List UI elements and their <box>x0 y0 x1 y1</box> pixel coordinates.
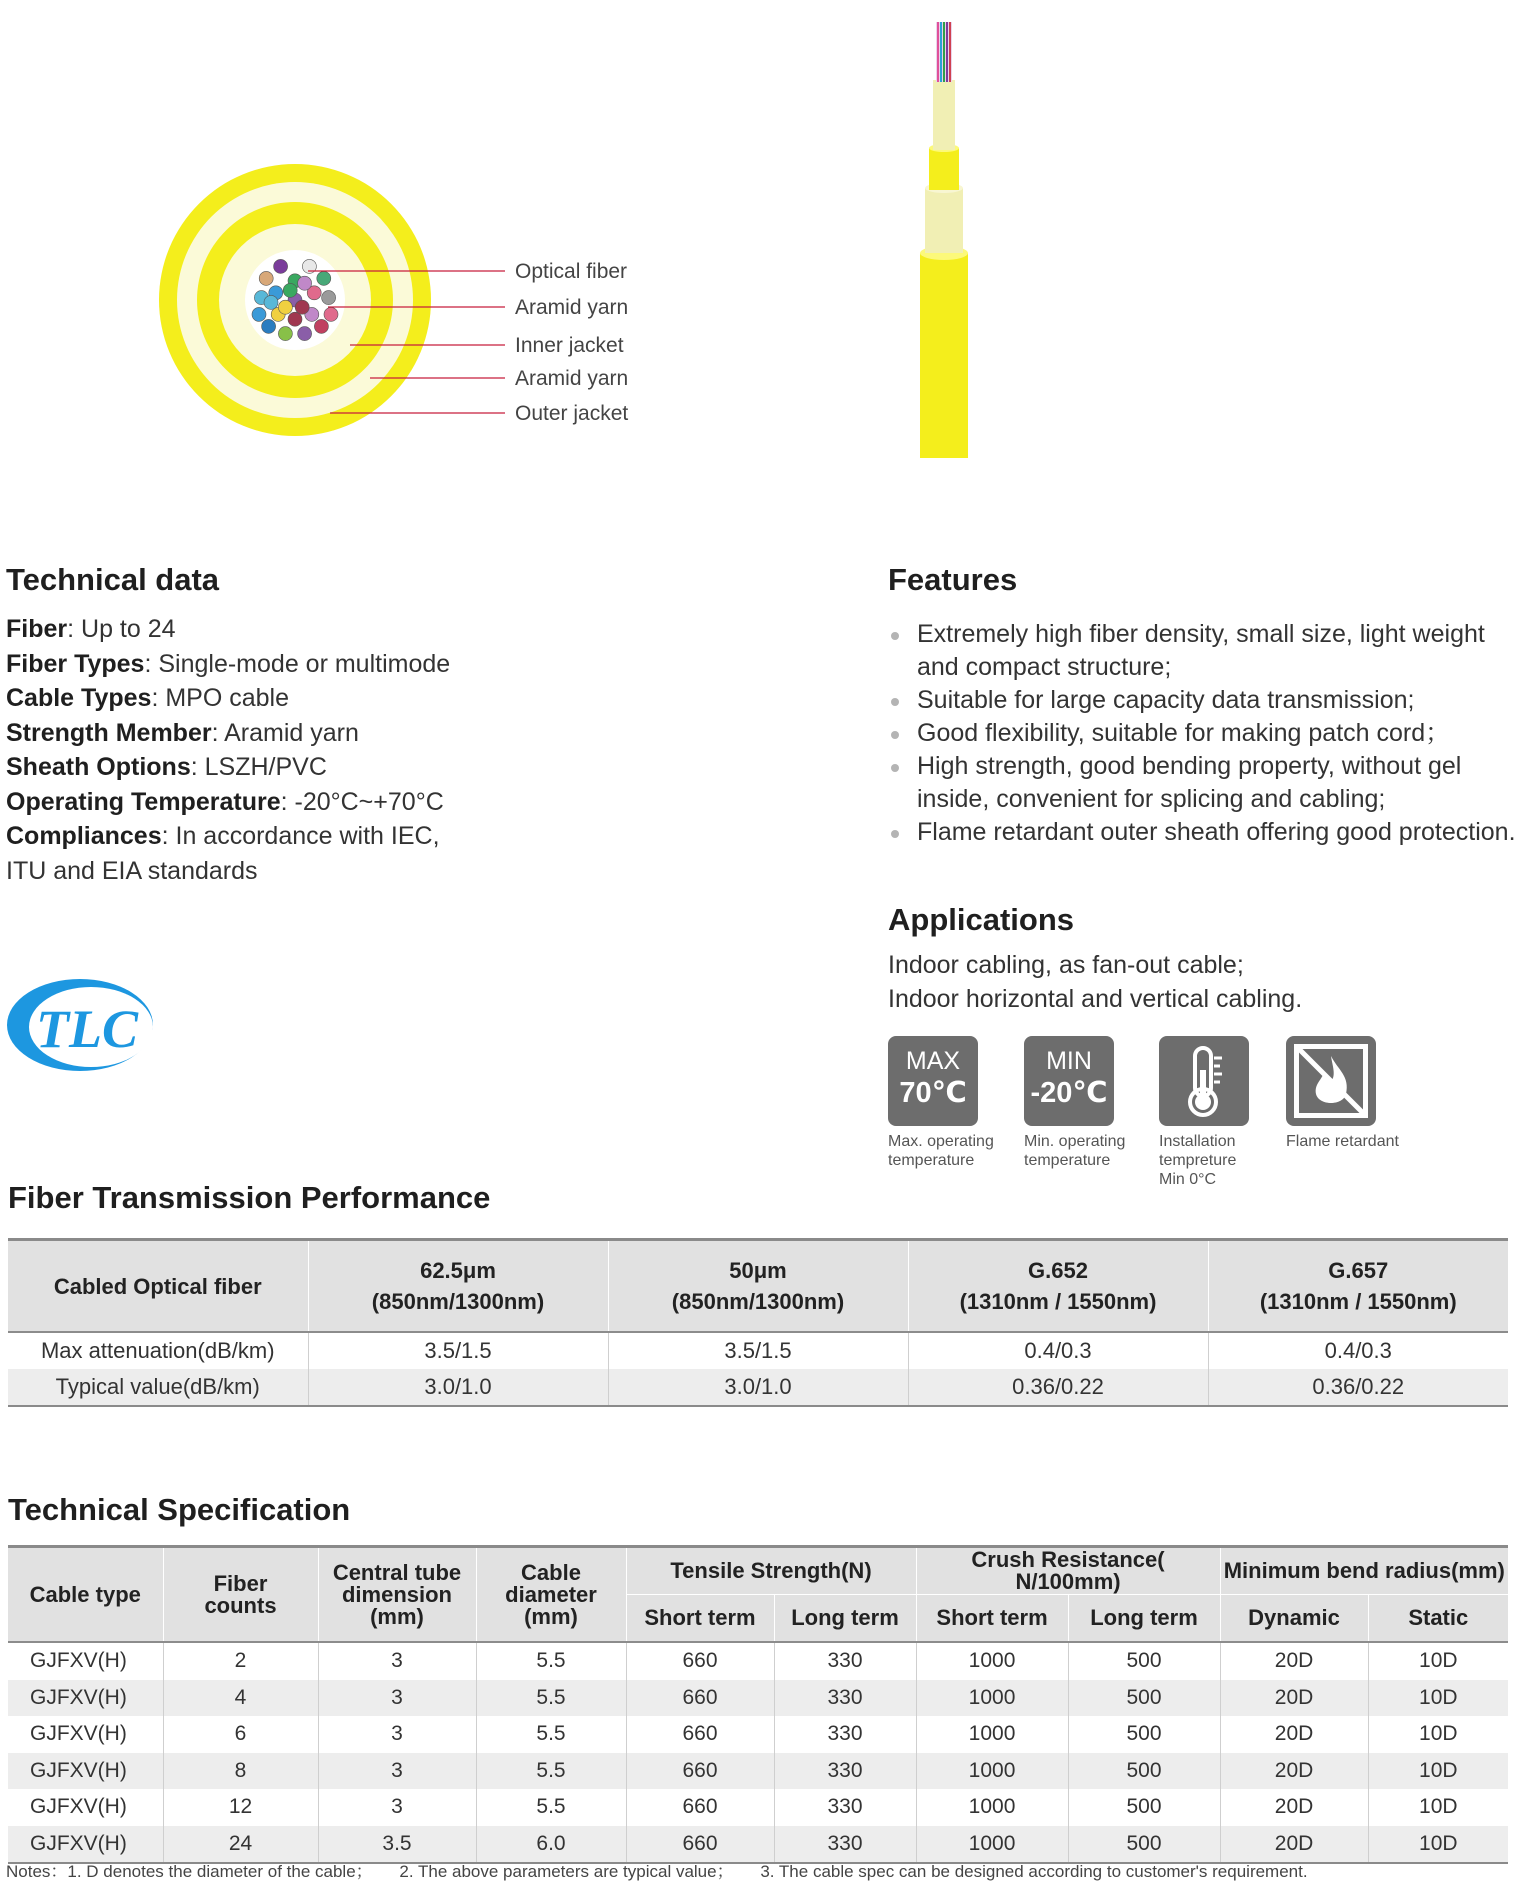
features-list <box>888 618 1528 849</box>
table-row <box>8 1753 1508 1790</box>
table-cell: 330 <box>774 1680 916 1717</box>
table-cell: 2 <box>163 1642 318 1680</box>
tech-data-item: Cable Types: MPO cable <box>6 684 289 712</box>
table-cell: 1000 <box>916 1642 1068 1680</box>
tech-data-item: Fiber: Up to 24 <box>6 615 176 643</box>
fiber-strand <box>283 283 297 297</box>
fiber-strand <box>264 295 278 309</box>
header-cable-type: Cable type <box>8 1547 163 1643</box>
label-optical-fiber: Optical fiber <box>515 260 628 283</box>
table-cell: 1000 <box>916 1753 1068 1790</box>
table-cell: 1000 <box>916 1716 1068 1753</box>
table-cell: 3.5 <box>318 1826 476 1864</box>
table-cell: 500 <box>1068 1642 1220 1680</box>
performance-header: G.652 (1310nm / 1550nm) <box>908 1240 1208 1333</box>
table-cell: 3.0/1.0 <box>608 1369 908 1406</box>
table-cell: 0.4/0.3 <box>908 1332 1208 1369</box>
technical-data-heading: Technical data <box>6 562 220 597</box>
table-cell: 330 <box>774 1753 916 1790</box>
table-row <box>8 1680 1508 1717</box>
header-tensile-long: Long term <box>774 1595 916 1643</box>
table-cell: GJFXV(H) <box>8 1826 163 1864</box>
table-cell: 10D <box>1368 1716 1508 1753</box>
header-min-bend-radius: Minimum bend radius(mm) <box>1220 1547 1508 1595</box>
application-line: Indoor cabling, as fan-out cable; <box>888 951 1244 979</box>
table-cell: 660 <box>626 1789 774 1826</box>
table-cell: 3.0/1.0 <box>308 1369 608 1406</box>
tech-data-item: Fiber Types: Single-mode or multimode <box>6 649 451 678</box>
table-cell: 20D <box>1220 1716 1368 1753</box>
header-central-tube: Central tube dimension (mm) <box>318 1547 476 1643</box>
compliances-continuation: ITU and EIA standards <box>6 856 258 885</box>
thermometer-icon <box>1159 1036 1249 1126</box>
max-temperature-icon: MAX 70℃ <box>888 1036 978 1126</box>
svg-text:TLC: TLC <box>36 999 138 1059</box>
feature-item: Flame retardant outer sheath offering good protection. <box>888 816 1528 849</box>
header-crush-long: Long term <box>1068 1595 1220 1643</box>
fiber-strand <box>317 271 331 285</box>
feature-item: High strength, good bending property, without gel inside, convenient for splicing and cabling; <box>888 750 1528 816</box>
table-cell: 6.0 <box>476 1826 626 1864</box>
features-heading: Features <box>888 562 1018 597</box>
install-temp-icon-card <box>1159 1036 1259 1189</box>
table-cell: 10D <box>1368 1680 1508 1717</box>
flame-retardant-icon <box>1286 1036 1376 1126</box>
cable-cross-section-diagram <box>140 155 660 445</box>
table-cell: 1000 <box>916 1826 1068 1864</box>
label-outer-jacket: Outer jacket <box>515 402 629 425</box>
table-cell: 330 <box>774 1789 916 1826</box>
table-cell: 0.36/0.22 <box>908 1369 1208 1406</box>
table-row <box>8 1716 1508 1753</box>
table-cell: 0.4/0.3 <box>1208 1332 1508 1369</box>
label-aramid-yarn-inner: Aramid yarn <box>515 296 629 319</box>
table-cell: 12 <box>163 1789 318 1826</box>
performance-header: G.657 (1310nm / 1550nm) <box>1208 1240 1508 1333</box>
performance-header: Cabled Optical fiber <box>8 1240 308 1333</box>
table-row <box>8 1789 1508 1826</box>
table-cell: 500 <box>1068 1789 1220 1826</box>
note-3: 3. The cable spec can be designed according to customer's requirement. <box>760 1862 1308 1881</box>
header-tensile-short: Short term <box>626 1595 774 1643</box>
table-cell: 5.5 <box>476 1753 626 1790</box>
max-temp-icon-card <box>888 1036 1028 1170</box>
feature-item: Suitable for large capacity data transmission; <box>888 684 1528 717</box>
min-temperature-icon: MIN -20℃ <box>1024 1036 1114 1126</box>
fiber-strand <box>298 276 312 290</box>
min-temp-icon-card <box>1024 1036 1164 1170</box>
table-cell: GJFXV(H) <box>30 1722 127 1746</box>
table-cell: 500 <box>1068 1716 1220 1753</box>
fiber-strand <box>324 307 338 321</box>
table-cell: 500 <box>1068 1826 1220 1864</box>
performance-heading: Fiber Transmission Performance <box>8 1180 491 1215</box>
applications-heading: Applications <box>888 902 1075 937</box>
features-section <box>888 562 1528 849</box>
table-cell: 1000 <box>916 1680 1068 1717</box>
table-row <box>8 1642 1508 1680</box>
table-cell: GJFXV(H) <box>8 1642 163 1680</box>
applications-section <box>888 902 1528 1016</box>
fiber-strand <box>262 319 276 333</box>
table-cell: 20D <box>1220 1789 1368 1826</box>
table-cell: 6 <box>163 1716 318 1753</box>
table-cell: 10D <box>1368 1753 1508 1790</box>
fiber-strand <box>252 307 266 321</box>
table-cell: 20D <box>1220 1826 1368 1864</box>
table-cell: 330 <box>774 1716 916 1753</box>
header-crush-resistance: Crush Resistance( N/100mm) <box>916 1547 1220 1595</box>
performance-header: 50μm (850nm/1300nm) <box>608 1240 908 1333</box>
feature-item: Good flexibility, suitable for making patch cord； <box>888 717 1528 750</box>
icon-caption: Installation tempreture Min 0°C <box>1159 1133 1237 1188</box>
header-fiber-counts: Fiber counts <box>163 1547 318 1643</box>
fiber-strand <box>314 319 328 333</box>
cable-side-view-diagram <box>880 8 1030 458</box>
icon-caption: Min. operating temperature <box>1024 1133 1126 1169</box>
fiber-strand <box>295 300 309 314</box>
table-cell: GJFXV(H) <box>8 1753 163 1790</box>
tlc-logo <box>5 975 155 1075</box>
table-cell: 500 <box>1068 1753 1220 1790</box>
tech-data-item: Compliances: In accordance with IEC, <box>6 822 440 850</box>
table-cell: 10D <box>1368 1826 1508 1864</box>
table-cell: 20D <box>1220 1753 1368 1790</box>
table-cell: GJFXV(H) <box>8 1680 163 1717</box>
table-cell: 0.36/0.22 <box>1208 1369 1508 1406</box>
specification-heading: Technical Specification <box>8 1492 351 1527</box>
performance-table <box>8 1238 1508 1407</box>
table-cell: 3 <box>318 1753 476 1790</box>
note-2: 2. The above parameters are typical value； <box>399 1862 734 1881</box>
table-cell: 3 <box>318 1789 476 1826</box>
table-cell: 660 <box>626 1680 774 1717</box>
table-cell: 660 <box>626 1642 774 1680</box>
tech-data-item: Sheath Options: LSZH/PVC <box>6 753 327 781</box>
tech-data-item: Strength Member: Aramid yarn <box>6 718 359 747</box>
table-cell: 500 <box>1068 1680 1220 1717</box>
table-cell: 330 <box>774 1826 916 1864</box>
table-cell: 330 <box>774 1642 916 1680</box>
label-inner-jacket: Inner jacket <box>515 334 624 357</box>
notes <box>6 1857 1330 1882</box>
fiber-strand <box>259 271 273 285</box>
flame-retardant-icon-card <box>1286 1036 1426 1151</box>
header-dynamic: Dynamic <box>1220 1595 1368 1643</box>
table-cell: 10D <box>1368 1789 1508 1826</box>
table-cell: 5.5 <box>476 1642 626 1680</box>
table-cell: Typical value(dB/km) <box>8 1369 308 1406</box>
fiber-strand <box>278 300 292 314</box>
table-cell: 3.5/1.5 <box>308 1332 608 1369</box>
icon-caption: Max. operating temperature <box>888 1133 994 1169</box>
table-cell: 3 <box>318 1642 476 1680</box>
label-aramid-yarn-outer: Aramid yarn <box>515 367 629 390</box>
table-cell: Max attenuation(dB/km) <box>8 1332 308 1369</box>
specification-table <box>8 1545 1508 1864</box>
note-1: Notes：1. D denotes the diameter of the cable； <box>6 1862 373 1881</box>
table-cell: 8 <box>163 1753 318 1790</box>
feature-item: Extremely high fiber density, small size, light weight and compact structure; <box>888 618 1528 684</box>
table-cell: 5.5 <box>476 1680 626 1717</box>
header-static: Static <box>1368 1595 1508 1643</box>
fiber-strand <box>298 327 312 341</box>
table-cell: 4 <box>163 1680 318 1717</box>
tech-data-item: Operating Temperature: -20°C~+70°C <box>6 787 444 816</box>
table-cell: 24 <box>163 1826 318 1864</box>
table-cell: 1000 <box>916 1789 1068 1826</box>
header-tensile-strength: Tensile Strength(N) <box>626 1547 916 1595</box>
header-cable-diameter: Cable diameter (mm) <box>476 1547 626 1643</box>
technical-data-section <box>6 562 526 888</box>
table-cell: 3 <box>318 1716 476 1753</box>
table-cell: 10D <box>1368 1642 1508 1680</box>
fiber-strand <box>322 291 336 305</box>
performance-header: 62.5μm (850nm/1300nm) <box>308 1240 608 1333</box>
icon-caption: Flame retardant <box>1286 1133 1399 1150</box>
table-row <box>8 1369 1508 1406</box>
application-line: Indoor horizontal and vertical cabling. <box>888 985 1303 1013</box>
table-cell: GJFXV(H) <box>30 1795 127 1819</box>
table-cell: 20D <box>1220 1642 1368 1680</box>
table-cell: 3.5/1.5 <box>608 1332 908 1369</box>
table-cell: 5.5 <box>476 1716 626 1753</box>
table-cell: 660 <box>626 1753 774 1790</box>
table-cell: 5.5 <box>476 1789 626 1826</box>
table-cell: 20D <box>1220 1680 1368 1717</box>
header-crush-short: Short term <box>916 1595 1068 1643</box>
table-cell: 3 <box>318 1680 476 1717</box>
fiber-strand <box>278 327 292 341</box>
table-cell: 660 <box>626 1826 774 1864</box>
table-row <box>8 1332 1508 1369</box>
table-cell: 660 <box>626 1716 774 1753</box>
fiber-strand <box>288 312 302 326</box>
fiber-strand <box>274 259 288 273</box>
